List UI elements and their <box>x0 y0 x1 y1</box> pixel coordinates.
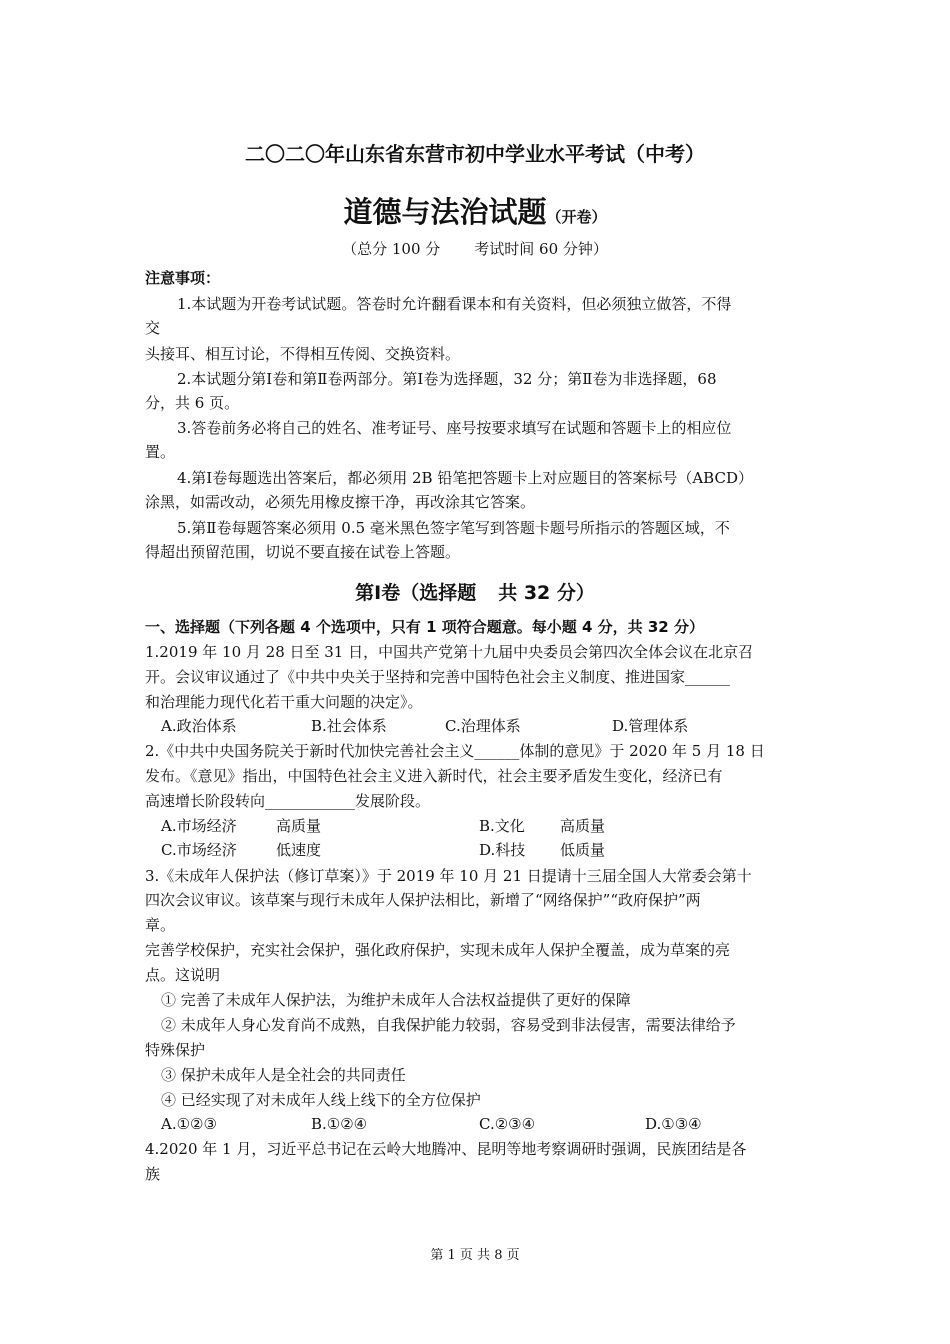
question-1-option-c: C.治理体系 <box>445 717 521 735</box>
question-2-option-d: D.科技 <box>479 841 526 859</box>
notice-line: 涂黑，如需改动，必须先用橡皮擦干净，再改涂其它答案。 <box>145 493 536 511</box>
question-2-option-b-detail: 高质量 <box>560 817 606 835</box>
notice-heading: 注意事项： <box>145 269 221 287</box>
notice-line: 得超出预留范围，切说不要直接在试卷上答题。 <box>145 543 461 561</box>
notice-line: 4.第Ⅰ卷每题选出答案后，都必须用 2B 铅笔把答题卡上对应题目的答案标号（ABCD） <box>177 469 753 487</box>
notice-line: 分，共 6 页。 <box>145 394 240 412</box>
subject-note: （开卷） <box>546 208 607 226</box>
question-2-option-a: A.市场经济 <box>161 817 237 835</box>
question-3-option-a: A.①②③ <box>161 1115 217 1133</box>
question-1-option-d: D.管理体系 <box>612 717 689 735</box>
notice-line: 置。 <box>145 443 176 461</box>
question-2-option-b: B.文化 <box>479 817 525 835</box>
question-3-line: 章。 <box>145 916 176 934</box>
notice-line: 交 <box>145 319 161 337</box>
notice-line: 2.本试题分第Ⅰ卷和第Ⅱ卷两部分。第Ⅰ卷为选择题，32 分；第Ⅱ卷为非选择题，68 <box>177 370 717 388</box>
question-4-line: 族 <box>145 1165 161 1183</box>
question-3-option-c: C.②③④ <box>479 1115 536 1133</box>
question-2-option-c-detail: 低速度 <box>276 841 322 859</box>
question-2-option-d-detail: 低质量 <box>560 841 606 859</box>
score-info: （总分 100 分 <box>342 240 441 258</box>
part-intro: 一、选择题（下列各题 4 个选项中，只有 1 项符合题意。每小题 4 分，共 32 分） <box>145 618 704 636</box>
question-2-line: 发布。《意见》指出，中国特色社会主义进入新时代，社会主要矛盾发生变化，经济已有 <box>145 767 723 785</box>
question-2-line: 高速增长阶段转向____________发展阶段。 <box>145 792 431 810</box>
question-3-item: ① 完善了未成年人保护法，为维护未成年人合法权益提供了更好的保障 <box>161 991 631 1009</box>
question-3-option-b: B.①②④ <box>311 1115 368 1133</box>
time-info: 考试时间 60 分钟） <box>474 240 608 258</box>
notice-line: 头接耳、相互讨论，不得相互传阅、交换资料。 <box>145 345 461 363</box>
question-2-option-a-detail: 高质量 <box>276 817 322 835</box>
notice-line: 5.第Ⅱ卷每题答案必须用 0.5 毫米黑色签字笔写到答题卡题号所指示的答题区域，不 <box>177 519 730 537</box>
question-3-line: 点。这说明 <box>145 966 221 984</box>
question-3-item: ③ 保护未成年人是全社会的共同责任 <box>161 1066 406 1084</box>
question-3-line: 3.《未成年人保护法（修订草案）》于 2019 年 10 月 21 日提请十三届全国人大常委会第十 <box>145 867 752 885</box>
question-3-item: ② 未成年人身心发育尚不成熟，自我保护能力较弱，容易受到非法侵害，需要法律给予 <box>161 1016 736 1034</box>
question-3-option-d: D.①③④ <box>645 1115 702 1133</box>
question-3-item: 特殊保护 <box>145 1041 206 1059</box>
question-3-line: 完善学校保护，充实社会保护，强化政府保护，实现未成年人保护全覆盖，成为草案的亮 <box>145 941 731 959</box>
page-number: 第 1 页 共 8 页 <box>430 1248 520 1263</box>
subject-name: 道德与法治试题 <box>343 195 547 229</box>
notice-line: 3.答卷前务必将自己的姓名、准考证号、座号按要求填写在试题和答题卡上的相应位 <box>177 419 732 437</box>
question-3-item: ④ 已经实现了对未成年人线上线下的全方位保护 <box>161 1091 481 1109</box>
exam-title: 二〇二〇年山东省东营市初中学业水平考试（中考） <box>245 142 705 166</box>
question-1-option-b: B.社会体系 <box>311 717 387 735</box>
question-3-line: 四次会议审议。该草案与现行未成年人保护法相比，新增了“网络保护”“政府保护”两 <box>145 891 701 909</box>
question-4-line: 4.2020 年 1 月，习近平总书记在云岭大地腾冲、昆明等地考察调研时强调，民族团结是各 <box>145 1140 747 1158</box>
section-title <box>0 578 950 605</box>
section-points: 共 32 分） <box>498 582 595 604</box>
subject-title <box>0 190 950 231</box>
question-1-line: 开。会议审议通过了《中共中央关于坚持和完善中国特色社会主义制度、推进国家______ <box>145 668 731 686</box>
notice-line: 1.本试题为开卷考试试题。答卷时允许翻看课本和有关资料，但必须独立做答，不得 <box>177 295 732 313</box>
question-1-line: 1.2019 年 10 月 28 日至 31 日，中国共产党第十九届中央委员会第四次全体会议在北京召 <box>145 643 754 661</box>
question-2-option-c: C.市场经济 <box>161 841 237 859</box>
question-2-line: 2.《中共中央国务院关于新时代加快完善社会主义______体制的意见》于 2020 年 5 月 18 日 <box>145 742 765 760</box>
question-1-line: 和治理能力现代化若干重大问题的决定》。 <box>145 693 423 711</box>
section-label: 第Ⅰ卷（选择题 <box>355 582 477 604</box>
exam-info <box>0 238 950 259</box>
question-1-option-a: A.政治体系 <box>161 717 237 735</box>
